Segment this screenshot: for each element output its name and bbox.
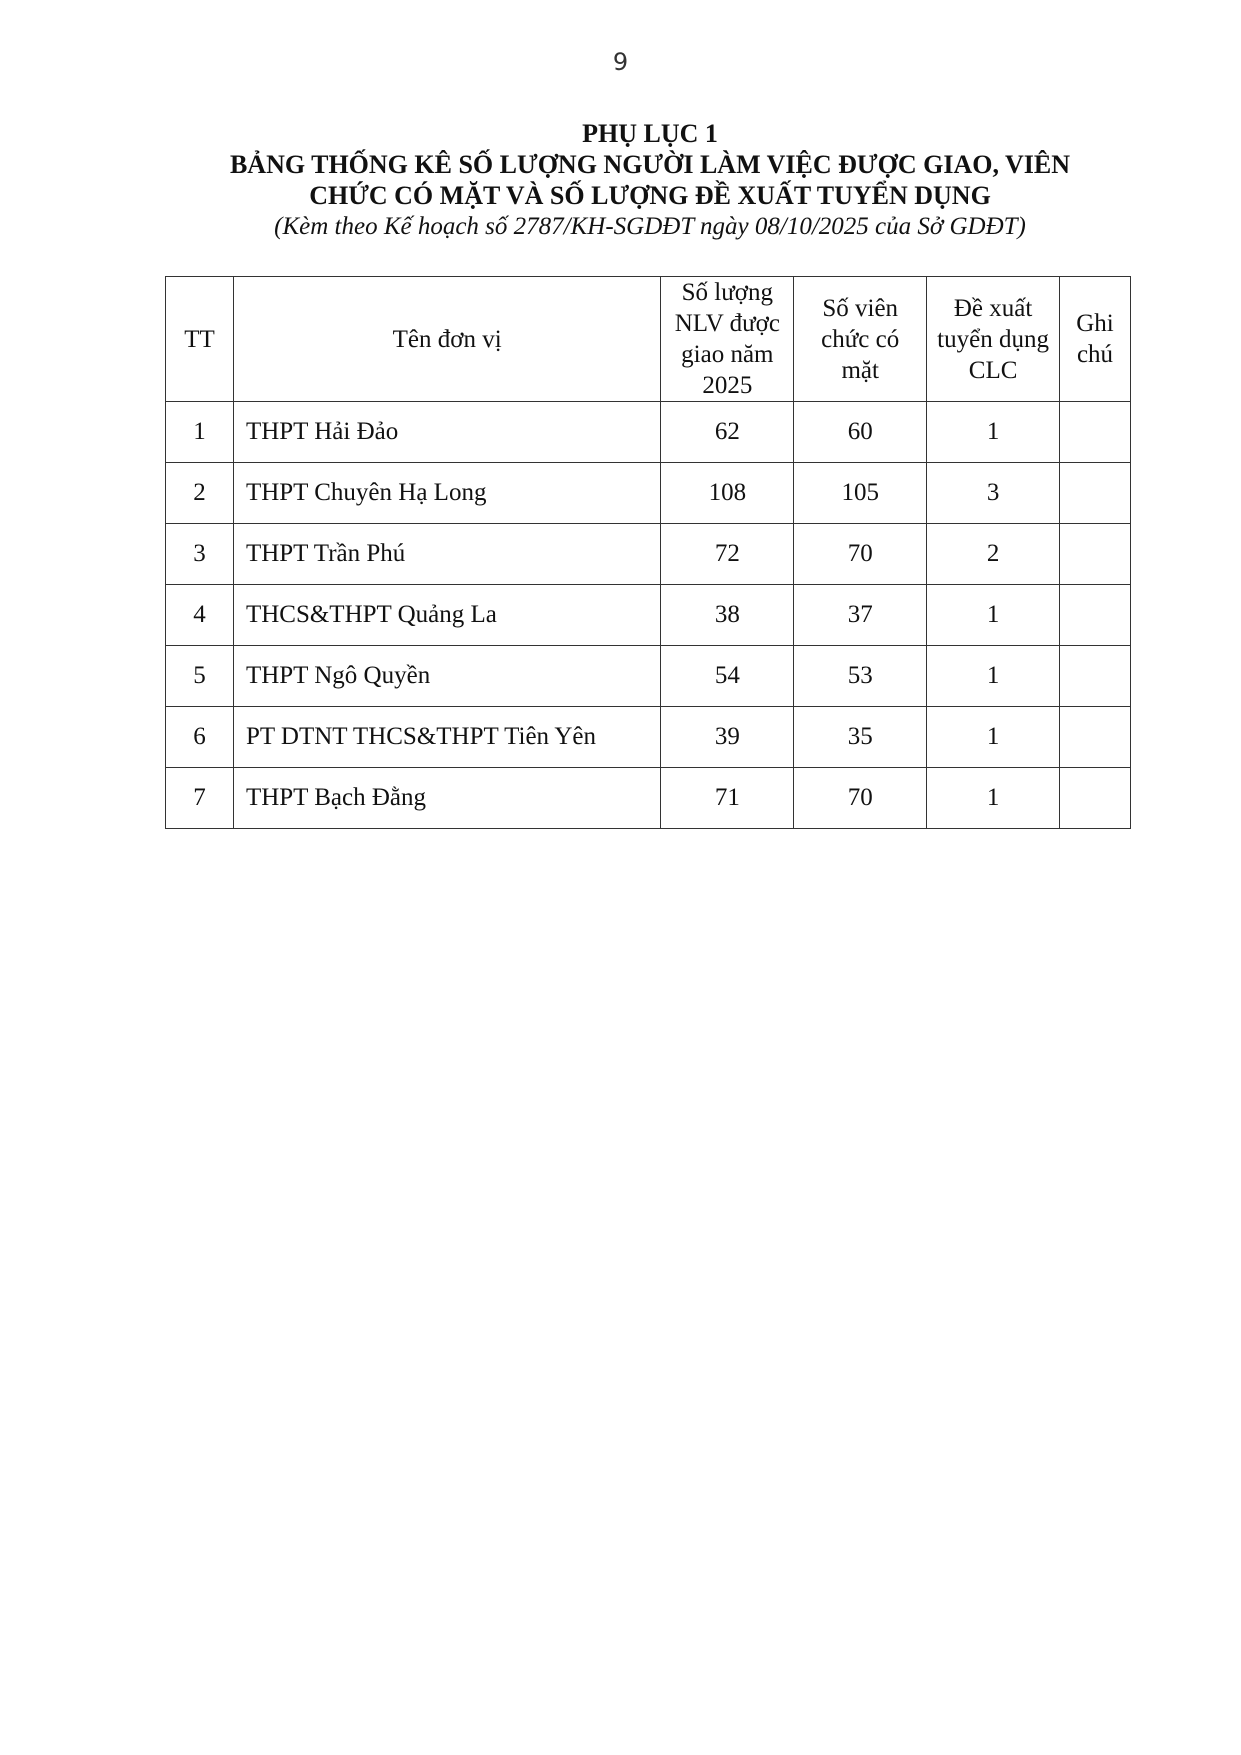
table-row — [166, 402, 1131, 463]
cell-tt: 3 — [166, 524, 234, 585]
cell-present: 37 — [794, 585, 927, 646]
header-unit-name: Tên đơn vị — [233, 277, 660, 402]
cell-unit-name: THPT Ngô Quyền — [233, 646, 660, 707]
cell-note — [1060, 585, 1131, 646]
table-title-line-1: BẢNG THỐNG KÊ SỐ LƯỢNG NGƯỜI LÀM VIỆC ĐƯỢC GIAO, VIÊN — [229, 150, 1071, 179]
cell-assigned: 62 — [661, 402, 794, 463]
cell-assigned: 39 — [661, 707, 794, 768]
cell-assigned: 72 — [661, 524, 794, 585]
table-row — [166, 646, 1131, 707]
cell-tt: 7 — [166, 768, 234, 829]
cell-unit-name: THPT Chuyên Hạ Long — [233, 463, 660, 524]
header-tt: TT — [166, 277, 234, 402]
cell-present: 105 — [794, 463, 927, 524]
header-present: Số viên chức có mặt — [794, 277, 927, 402]
cell-present: 60 — [794, 402, 927, 463]
cell-proposed: 1 — [927, 768, 1060, 829]
cell-proposed: 1 — [927, 707, 1060, 768]
cell-present: 35 — [794, 707, 927, 768]
cell-proposed: 3 — [927, 463, 1060, 524]
cell-assigned: 38 — [661, 585, 794, 646]
cell-present: 70 — [794, 768, 927, 829]
cell-proposed: 2 — [927, 524, 1060, 585]
cell-tt: 2 — [166, 463, 234, 524]
cell-unit-name: THPT Bạch Đằng — [233, 768, 660, 829]
cell-assigned: 71 — [661, 768, 794, 829]
cell-note — [1060, 768, 1131, 829]
document-heading — [150, 118, 1150, 242]
header-assigned: Số lượng NLV được giao năm 2025 — [661, 277, 794, 402]
appendix-title: PHỤ LỤC 1 — [582, 119, 718, 148]
cell-tt: 6 — [166, 707, 234, 768]
table-row — [166, 585, 1131, 646]
cell-assigned: 108 — [661, 463, 794, 524]
header-note: Ghi chú — [1060, 277, 1131, 402]
cell-note — [1060, 402, 1131, 463]
cell-unit-name: THPT Trần Phú — [233, 524, 660, 585]
cell-tt: 5 — [166, 646, 234, 707]
cell-tt: 1 — [166, 402, 234, 463]
table-row — [166, 768, 1131, 829]
cell-unit-name: THPT Hải Đảo — [233, 402, 660, 463]
document-reference: (Kèm theo Kế hoạch số 2787/KH-SGDĐT ngày 08/10/2025 của Sở GDĐT) — [274, 213, 1026, 240]
cell-note — [1060, 707, 1131, 768]
cell-unit-name: PT DTNT THCS&THPT Tiên Yên — [233, 707, 660, 768]
cell-present: 70 — [794, 524, 927, 585]
cell-proposed: 1 — [927, 585, 1060, 646]
table-row — [166, 524, 1131, 585]
cell-note — [1060, 524, 1131, 585]
cell-proposed: 1 — [927, 402, 1060, 463]
table-header-row — [166, 277, 1131, 402]
cell-present: 53 — [794, 646, 927, 707]
table-row — [166, 707, 1131, 768]
cell-proposed: 1 — [927, 646, 1060, 707]
cell-note — [1060, 646, 1131, 707]
table-row — [166, 463, 1131, 524]
cell-note — [1060, 463, 1131, 524]
page-number: 9 — [612, 48, 629, 76]
header-proposed: Đề xuất tuyển dụng CLC — [927, 277, 1060, 402]
cell-tt: 4 — [166, 585, 234, 646]
cell-unit-name: THCS&THPT Quảng La — [233, 585, 660, 646]
table-title-line-2: CHỨC CÓ MẶT VÀ SỐ LƯỢNG ĐỀ XUẤT TUYỂN DỤNG — [309, 181, 991, 210]
staffing-table — [165, 276, 1131, 829]
cell-assigned: 54 — [661, 646, 794, 707]
